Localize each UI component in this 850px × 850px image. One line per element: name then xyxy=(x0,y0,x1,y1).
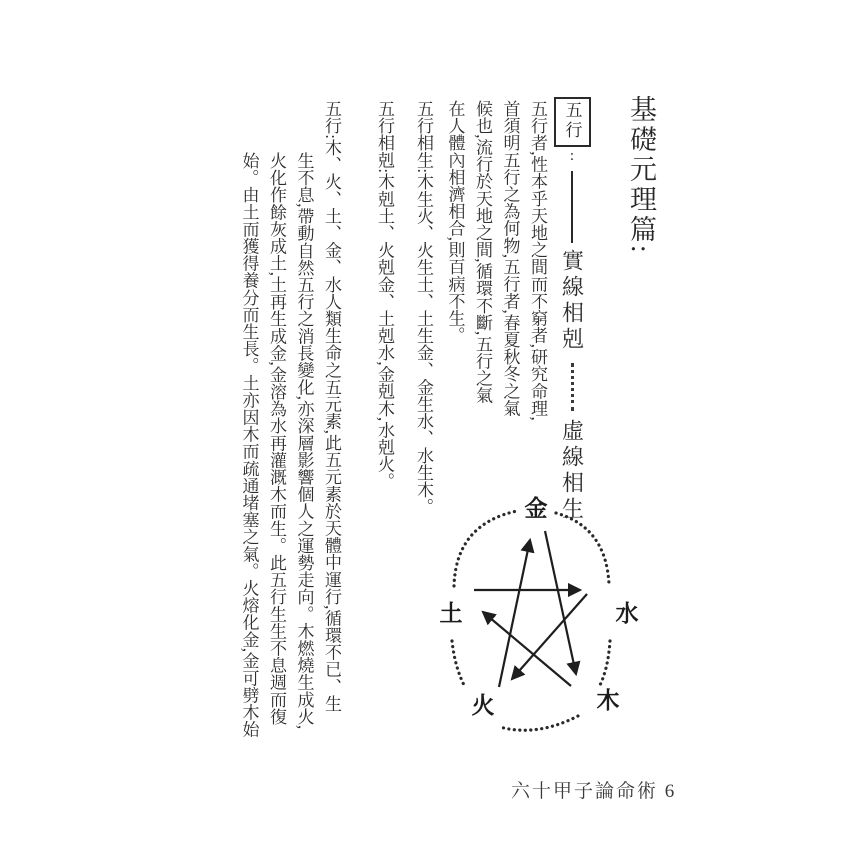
five-elements-diagram xyxy=(425,478,675,778)
legend-colon: : xyxy=(569,148,575,164)
dotted-line-sample xyxy=(571,363,574,411)
element-label-earth: 土 xyxy=(439,601,463,626)
sheng-arc-wood-to-fire xyxy=(500,716,578,730)
text-column: 生不息,帶動自然五行之消長變化,亦深層影響個人之運勢走向。木燃燒生成火, xyxy=(294,152,314,730)
paragraph-overcoming-cycle xyxy=(371,100,399,490)
ke-arrow-wood-to-earth xyxy=(483,612,571,686)
text-column: 五行相剋:木剋土、火剋金、土剋水,金剋木,水剋火。 xyxy=(375,100,394,490)
element-label-water: 水 xyxy=(615,601,639,626)
solid-line-sample xyxy=(571,171,573,243)
solid-line-label: 實線相剋 xyxy=(559,249,585,353)
text-column: 候也,流行於天地之間,循環不斷,五行之氣 xyxy=(473,100,492,404)
sheng-arc-earth-to-metal xyxy=(454,511,517,586)
text-column: 火化作餘灰成土,土再生成金,金溶為水再灌溉木而生。此五行生生不息週而復 xyxy=(267,152,286,725)
text-column: 五行相生:木生火、火生土、土生金、金生水、水生木。 xyxy=(414,100,433,516)
page-title: 基礎元理篇: xyxy=(626,95,656,256)
element-label-fire: 火 xyxy=(471,693,495,718)
text-column: 首須明五行之為何物,五行者,春夏秋冬之氣 xyxy=(500,100,520,417)
page-footer: 六十甲子論命術 6 xyxy=(511,781,677,802)
element-label-metal: 金 xyxy=(524,496,548,521)
ke-arrow-water-to-fire xyxy=(512,594,587,679)
sheng-arc-fire-to-earth xyxy=(452,641,465,687)
text-column: 五行:木、火、土、金、水人類生命之五元素,此五元素於天體中運行,循環不已、生 xyxy=(322,100,341,713)
ke-arrow-metal-to-wood xyxy=(545,531,576,674)
sheng-arc-metal-to-water xyxy=(556,513,609,584)
paragraph-intro xyxy=(441,100,551,421)
sheng-arc-water-to-wood xyxy=(599,641,610,687)
text-column: 在人體內相濟相合,則百病不生。 xyxy=(445,100,465,344)
dotted-line-label: 虛線相生 xyxy=(559,419,585,523)
element-label-wood: 木 xyxy=(596,688,620,713)
five-elements-term: 五行 xyxy=(562,101,582,141)
paragraph-elements-detail xyxy=(235,100,345,738)
five-elements-term-box xyxy=(554,97,591,147)
five-elements-legend xyxy=(550,97,594,523)
text-column: 始。由土而獲得養分而生長。土亦因木而疏通堵塞之氣。火熔化金,金可劈木始 xyxy=(239,152,259,738)
text-column: 五行者,性本乎天地之間而不窮者,研究命理, xyxy=(528,100,547,421)
paragraph-generating-cycle xyxy=(410,100,438,515)
